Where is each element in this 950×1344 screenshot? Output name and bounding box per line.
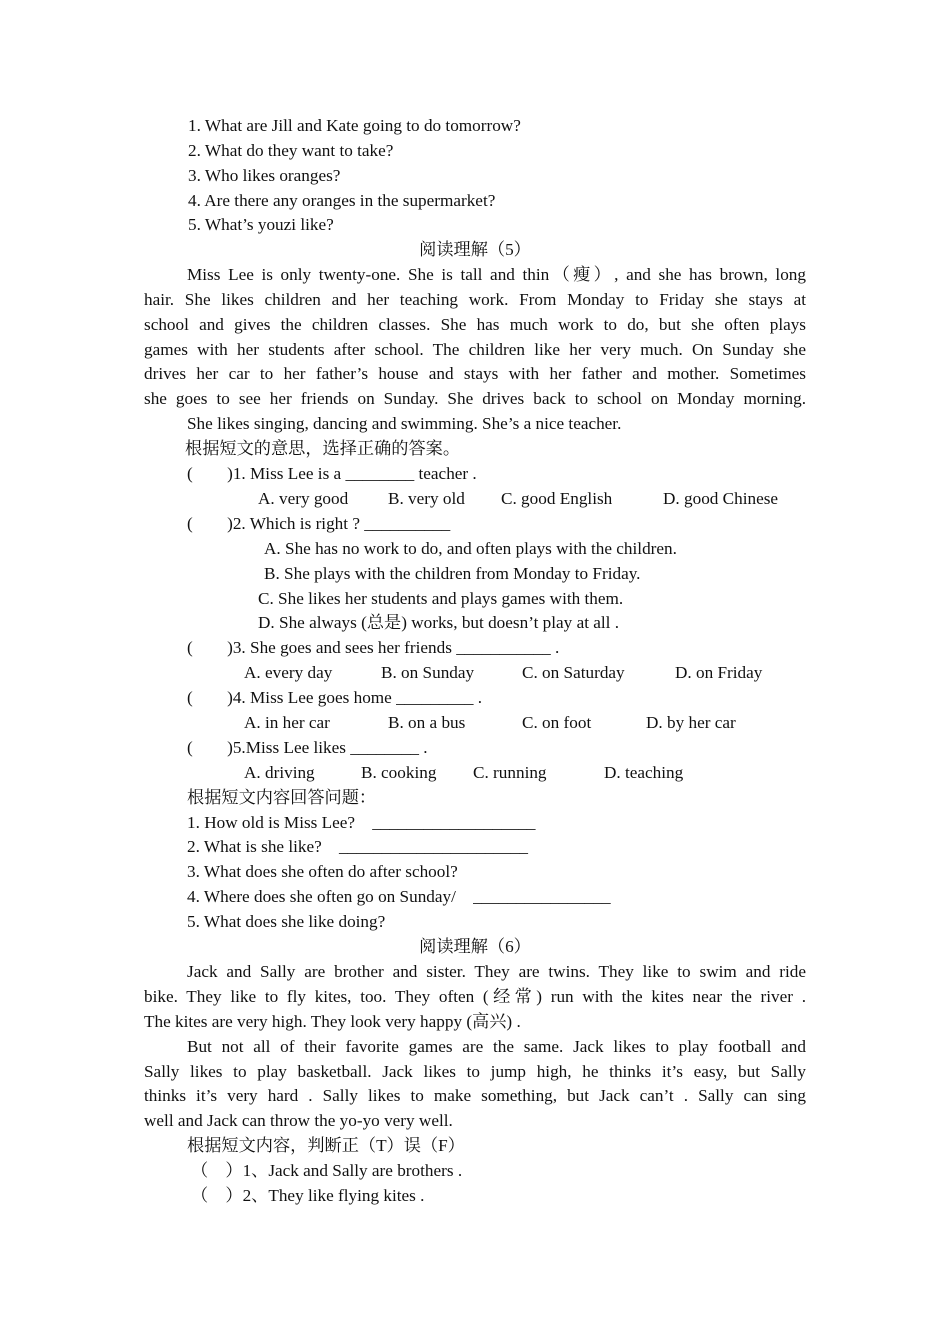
option-b: B. She plays with the children from Monday to Friday. bbox=[264, 564, 641, 583]
prev-question: 2. What do they want to take? bbox=[188, 141, 394, 160]
choice-instruction: 根据短文的意思，选择正确的答案。 bbox=[185, 439, 461, 458]
question-stem: ( )4. Miss Lee goes home _________ . bbox=[187, 688, 483, 707]
qa-question: 4. Where does she often go on Sunday/ ________________ bbox=[187, 887, 611, 906]
option-a: A. every day bbox=[244, 663, 333, 682]
option-b: B. very old bbox=[388, 489, 465, 508]
passage-line: The kites are very high. They look very happy (高兴) . bbox=[144, 1012, 521, 1031]
passage-line: bike. They like to fly kites, too. They often (经常) run with the kites near the river . bbox=[144, 987, 806, 1006]
option-c: C. good English bbox=[501, 489, 613, 508]
question-stem: ( )1. Miss Lee is a ________ teacher . bbox=[187, 464, 477, 483]
option-d: D. on Friday bbox=[675, 663, 763, 682]
prev-question: 3. Who likes oranges? bbox=[188, 166, 341, 185]
option-a: A. very good bbox=[258, 489, 349, 508]
tf-instruction: 根据短文内容，判断正（T）误（F） bbox=[187, 1136, 465, 1155]
option-d: D. by her car bbox=[646, 713, 736, 732]
option-b: B. on a bus bbox=[388, 713, 466, 732]
section-6-title: 阅读理解（6） bbox=[419, 937, 531, 956]
option-d: D. good Chinese bbox=[663, 489, 779, 508]
option-b: B. on Sunday bbox=[381, 663, 475, 682]
option-d: D. She always (总是) works, but doesn’t play at all . bbox=[258, 613, 620, 632]
prev-question: 5. What’s youzi like? bbox=[188, 215, 334, 234]
qa-question: 5. What does she like doing? bbox=[187, 912, 386, 931]
passage-line: hair. She likes children and her teaching work. From Monday to Friday she stays at bbox=[144, 290, 806, 309]
question-stem: ( )2. Which is right ? __________ bbox=[187, 514, 451, 533]
prev-question: 1. What are Jill and Kate going to do tomorrow? bbox=[188, 116, 521, 135]
passage-line: But not all of their favorite games are the same. Jack likes to play football and bbox=[187, 1037, 806, 1056]
passage-line: well and Jack can throw the yo-yo very well. bbox=[144, 1111, 453, 1130]
option-d: D. teaching bbox=[604, 763, 684, 782]
passage-line: Miss Lee is only twenty-one. She is tall and thin（瘦）, and she has brown, long bbox=[187, 265, 806, 284]
passage-line: Jack and Sally are brother and sister. They are twins. They like to swim and ride bbox=[187, 962, 806, 981]
section-5-title: 阅读理解（5） bbox=[419, 240, 531, 259]
option-c: C. running bbox=[473, 763, 547, 782]
passage-line: drives her car to her father’s house and stays with her father and mother. Sometimes bbox=[144, 364, 806, 383]
option-a: A. She has no work to do, and often plays with the children. bbox=[264, 539, 677, 558]
qa-instruction: 根据短文内容回答问题： bbox=[187, 788, 377, 807]
passage-line: games with her students after school. The children like her very much. On Sunday she bbox=[144, 340, 806, 359]
option-b: B. cooking bbox=[361, 763, 437, 782]
passage-line: thinks it’s very hard . Sally likes to make something, but Jack can’t . Sally can sing bbox=[144, 1086, 806, 1105]
question-stem: ( )3. She goes and sees her friends ___________ . bbox=[187, 638, 560, 657]
qa-question: 1. How old is Miss Lee? ___________________ bbox=[187, 813, 536, 832]
tf-question: （ ）2、They like flying kites . bbox=[191, 1186, 425, 1205]
option-a: A. in her car bbox=[244, 713, 330, 732]
option-c: C. on foot bbox=[522, 713, 592, 732]
question-stem: ( )5.Miss Lee likes ________ . bbox=[187, 738, 428, 757]
passage-line: Sally likes to play basketball. Jack likes to jump high, he thinks it’s easy, but Sally bbox=[144, 1062, 806, 1081]
passage-line: She likes singing, dancing and swimming. She’s a nice teacher. bbox=[187, 414, 622, 433]
qa-question: 2. What is she like? ______________________ bbox=[187, 837, 529, 856]
option-c: C. on Saturday bbox=[522, 663, 625, 682]
option-a: A. driving bbox=[244, 763, 315, 782]
qa-question: 3. What does she often do after school? bbox=[187, 862, 458, 881]
option-c: C. She likes her students and plays games with them. bbox=[258, 589, 624, 608]
passage-line: school and gives the children classes. She has much work to do, but she often plays bbox=[144, 315, 806, 334]
prev-question: 4. Are there any oranges in the supermarket? bbox=[188, 191, 496, 210]
passage-line: she goes to see her friends on Sunday. She drives back to school on Monday morning. bbox=[144, 389, 806, 408]
tf-question: （ ）1、Jack and Sally are brothers . bbox=[191, 1161, 463, 1180]
